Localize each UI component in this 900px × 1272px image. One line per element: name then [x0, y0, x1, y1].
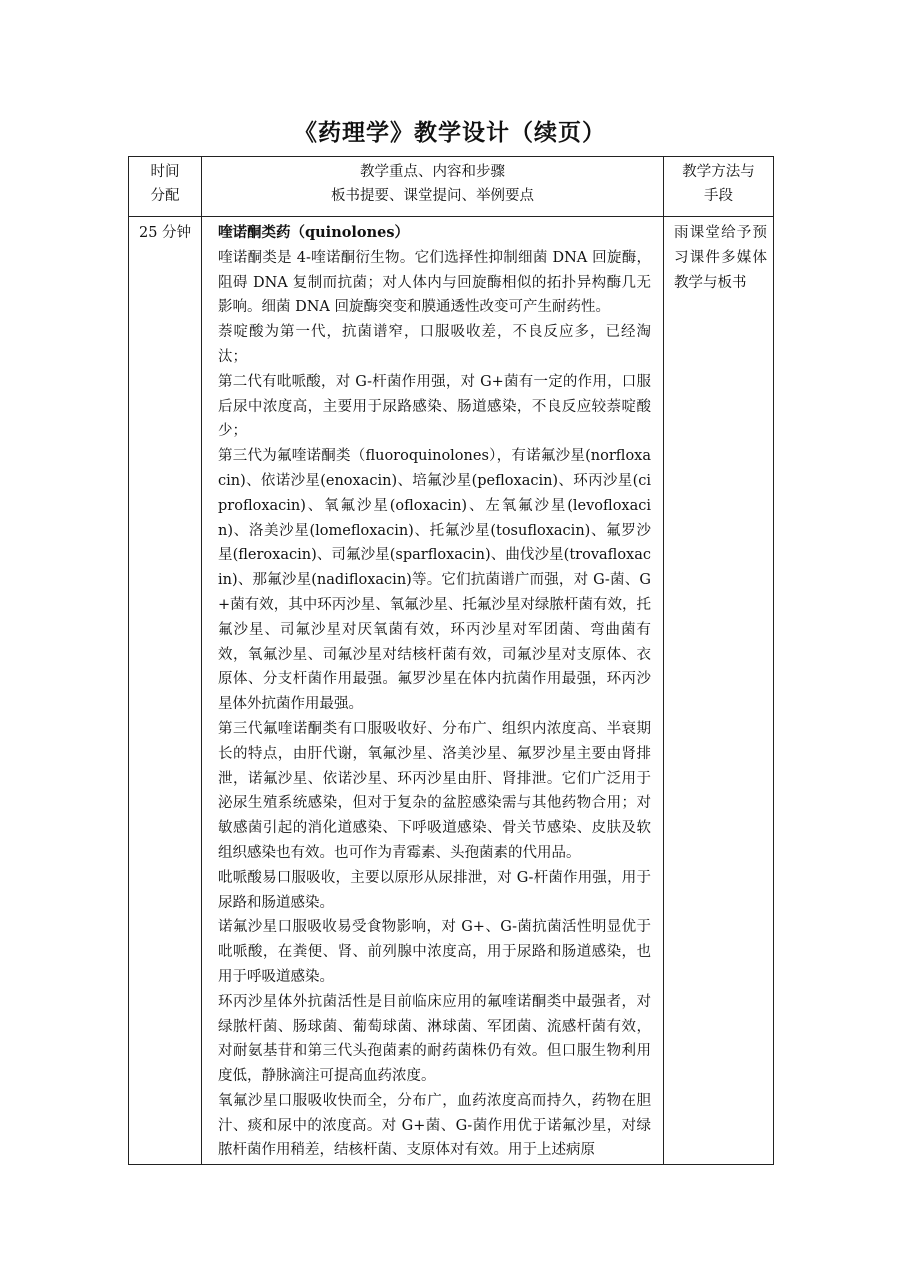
- paragraph: 第三代为氟喹诺酮类（fluoroquinolones），有诺氟沙星(norfloxacin)、依诺沙星(enoxacin)、培氟沙星(pefloxacin)、环丙沙星(ciprofloxacin)、氧氟沙星(ofloxacin)、左氧氟沙星(levofloxacin)、洛美沙星(lomefloxacin)、托氟沙星(tosufloxacin)、氟罗沙星(fleroxacin)、司氟沙星(sparfloxacin)、曲伐沙星(trovafloxacin)、那氟沙星(nadifloxacin)等。它们抗菌谱广而强，对 G-菌、G+菌有效，其中环丙沙星、氧氟沙星、托氟沙星对绿脓杆菌有效，托氟沙星、司氟沙星对厌氧菌有效，环丙沙星对军团菌、弯曲菌有效，氧氟沙星、司氟沙星对结核杆菌有效，司氟沙星对支原体、衣原体、分支杆菌作用最强。氟罗沙星在体内抗菌作用最强，环丙沙星体外抗菌作用最强。: [218, 448, 651, 713]
- paragraph: 第三代氟喹诺酮类有口服吸收好、分布广、组织内浓度高、半衰期长的特点，由肝代谢，氧氟沙星、洛美沙星、氟罗沙星主要由肾排泄，诺氟沙星、依诺沙星、环丙沙星由肝、肾排泄。它们广泛用于泌尿生殖系统感染，但对于复杂的盆腔感染需与其他药物合用；对敏感菌引起的消化道感染、下呼吸道感染、骨关节感染、皮肤及软组织感染也有效。也可作为青霉素、头孢菌素的代用品。: [218, 720, 651, 861]
- paragraph: 喹诺酮类是 4-喹诺酮衍生物。它们选择性抑制细菌 DNA 回旋酶，阻碍 DNA 复制而抗菌；对人体内与回旋酶相似的拓扑异构酶几无影响。细菌 DNA 回旋酶突变和膜通透性改变可产生耐药性。: [218, 249, 651, 316]
- paragraph: 氧氟沙星口服吸收快而全，分布广，血药浓度高而持久，药物在胆汁、痰和尿中的浓度高。对 G+菌、G-菌作用优于诺氟沙星，对绿脓杆菌作用稍差，结核杆菌、支原体对有效。用于上述病原: [218, 1092, 651, 1159]
- paragraph: 萘啶酸为第一代，抗菌谱窄，口服吸收差，不良反应多，已经淘汰；: [218, 324, 651, 365]
- page-title: 《药理学》教学设计（续页）: [294, 119, 606, 146]
- table-row: [129, 217, 774, 1165]
- paragraph: 吡哌酸易口服吸收，主要以原形从尿排泄，对 G-杆菌作用强，用于尿路和肠道感染。: [218, 869, 651, 911]
- header-method-line1: 教学方法与: [682, 164, 755, 180]
- header-method-line2: 手段: [704, 188, 733, 204]
- header-content-cell: [202, 157, 664, 217]
- teaching-method-cell: [664, 217, 774, 1165]
- paragraph: 环丙沙星体外抗菌活性是目前临床应用的氟喹诺酮类中最强者，对绿脓杆菌、肠球菌、葡萄球菌、淋球菌、军团菌、流感杆菌有效，对耐氨基苷和第三代头孢菌素的耐药菌株仍有效。但口服生物利用度低，静脉滴注可提高血药浓度。: [218, 993, 651, 1085]
- paragraph: 第二代有吡哌酸，对 G-杆菌作用强，对 G+菌有一定的作用，口服后尿中浓度高，主要用于尿路感染、肠道感染，不良反应较萘啶酸少；: [218, 373, 651, 440]
- header-content-line1: 教学重点、内容和步骤: [360, 164, 505, 180]
- table-header-row: [129, 157, 774, 217]
- header-time-line2: 分配: [150, 188, 180, 204]
- header-time-cell: [129, 157, 202, 217]
- time-allocation-cell: [129, 217, 202, 1165]
- time-allocation: 25 分钟: [138, 225, 192, 241]
- teaching-method: 雨课堂给予预习课件多媒体教学与板书: [674, 225, 767, 291]
- content-cell: [202, 217, 664, 1165]
- teaching-design-table: [128, 156, 774, 1165]
- header-method-cell: [664, 157, 774, 217]
- header-time-line1: 时间: [150, 164, 180, 180]
- paragraph: 诺氟沙星口服吸收易受食物影响，对 G+、G-菌抗菌活性明显优于吡哌酸，在粪便、肾、前列腺中浓度高，用于尿路和肠道感染，也用于呼吸道感染。: [218, 919, 651, 985]
- section-title: 喹诺酮类药（quinolones）: [218, 224, 410, 241]
- header-content-line2: 板书提要、课堂提问、举例要点: [331, 188, 534, 204]
